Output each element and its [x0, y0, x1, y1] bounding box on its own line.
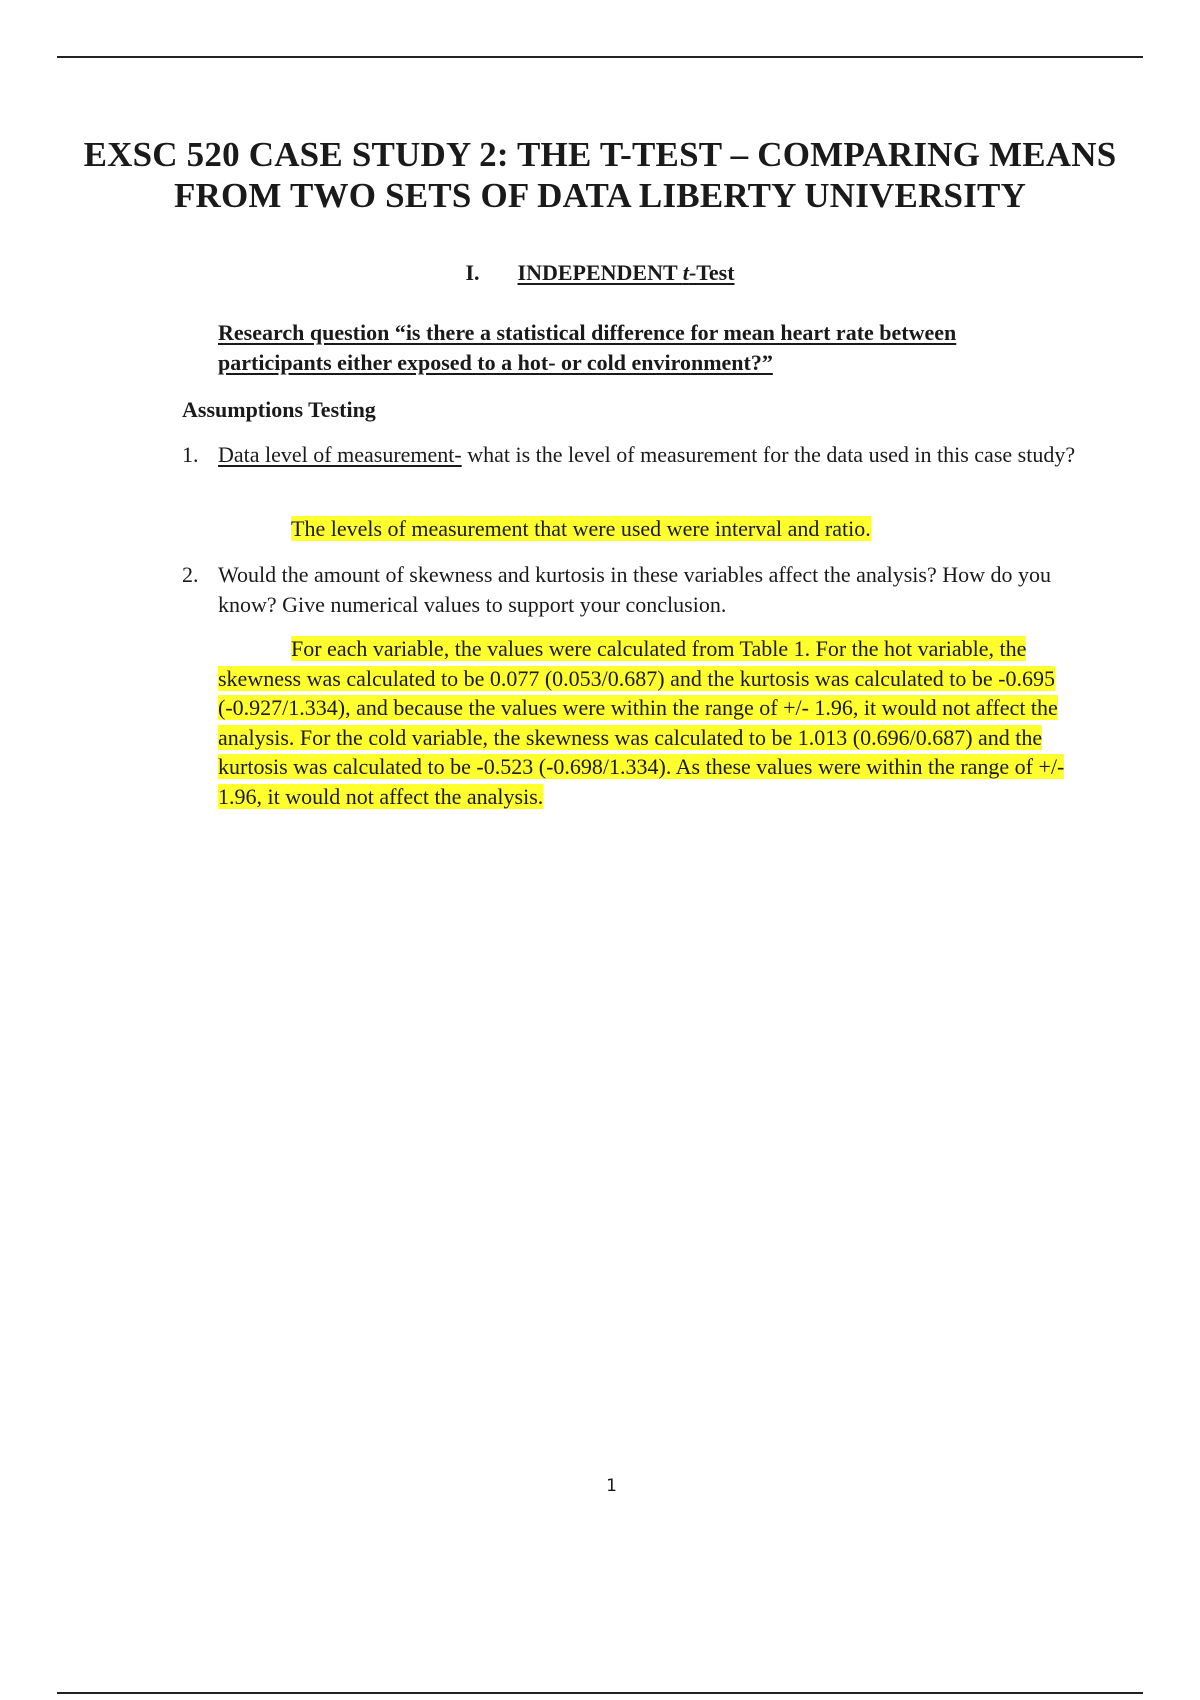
question-text — [218, 440, 1078, 470]
question-item — [182, 560, 1082, 620]
page-number: 1 — [606, 1476, 617, 1496]
answer-paragraph — [218, 634, 1078, 811]
assumptions-heading: Assumptions Testing — [182, 397, 376, 422]
question-text: Would the amount of skewness and kurtosis in these variables affect the analysis? How do you know? Give numerical values to support your conclusion. — [218, 562, 1052, 617]
section-title-part: INDEPENDENT — [517, 260, 683, 285]
question-item — [182, 440, 1082, 470]
top-rule — [57, 56, 1143, 58]
section-number: I. — [465, 260, 480, 285]
research-question — [218, 318, 1048, 378]
section-title-part: -Test — [688, 260, 735, 285]
answer-paragraph — [291, 515, 871, 543]
section-title-italic: t — [682, 260, 689, 285]
question-number: 2. — [182, 562, 199, 587]
question-text-rest: what is the level of measurement for the data used in this case study? — [461, 442, 1076, 467]
question-underlined-term: Data level of measurement- — [218, 442, 462, 467]
section-title — [518, 260, 735, 285]
question-number: 1. — [182, 442, 199, 467]
research-question-text: Research question “is there a statistical difference for mean heart rate between participants either exposed to a hot- or cold environment?” — [218, 320, 957, 375]
highlighted-answer: The levels of measurement that were used were interval and ratio. — [291, 516, 871, 541]
highlighted-answer: For each variable, the values were calculated from Table 1. For the hot variable, the skewness was calculated to be 0.077 (0.053/0.687) and the kurtosis was calculated to be -0.695 (-0.927/1.334), and because the values were within the range of +/- 1.96, it would not affect the analysis. For the cold variable, the skewness was calculated to be 1.013 (0.696/0.687) and the kurtosis was calculated to be -0.523 (-0.698/1.334). As these values were within the range of +/- 1.96, it would not affect the analysis. — [218, 636, 1065, 809]
section-heading — [0, 259, 1200, 287]
document-title: EXSC 520 CASE STUDY 2: THE T-TEST – COMPARING MEANS FROM TWO SETS OF DATA LIBERTY UNIVERSITY — [83, 135, 1117, 215]
bottom-rule — [57, 1692, 1143, 1694]
